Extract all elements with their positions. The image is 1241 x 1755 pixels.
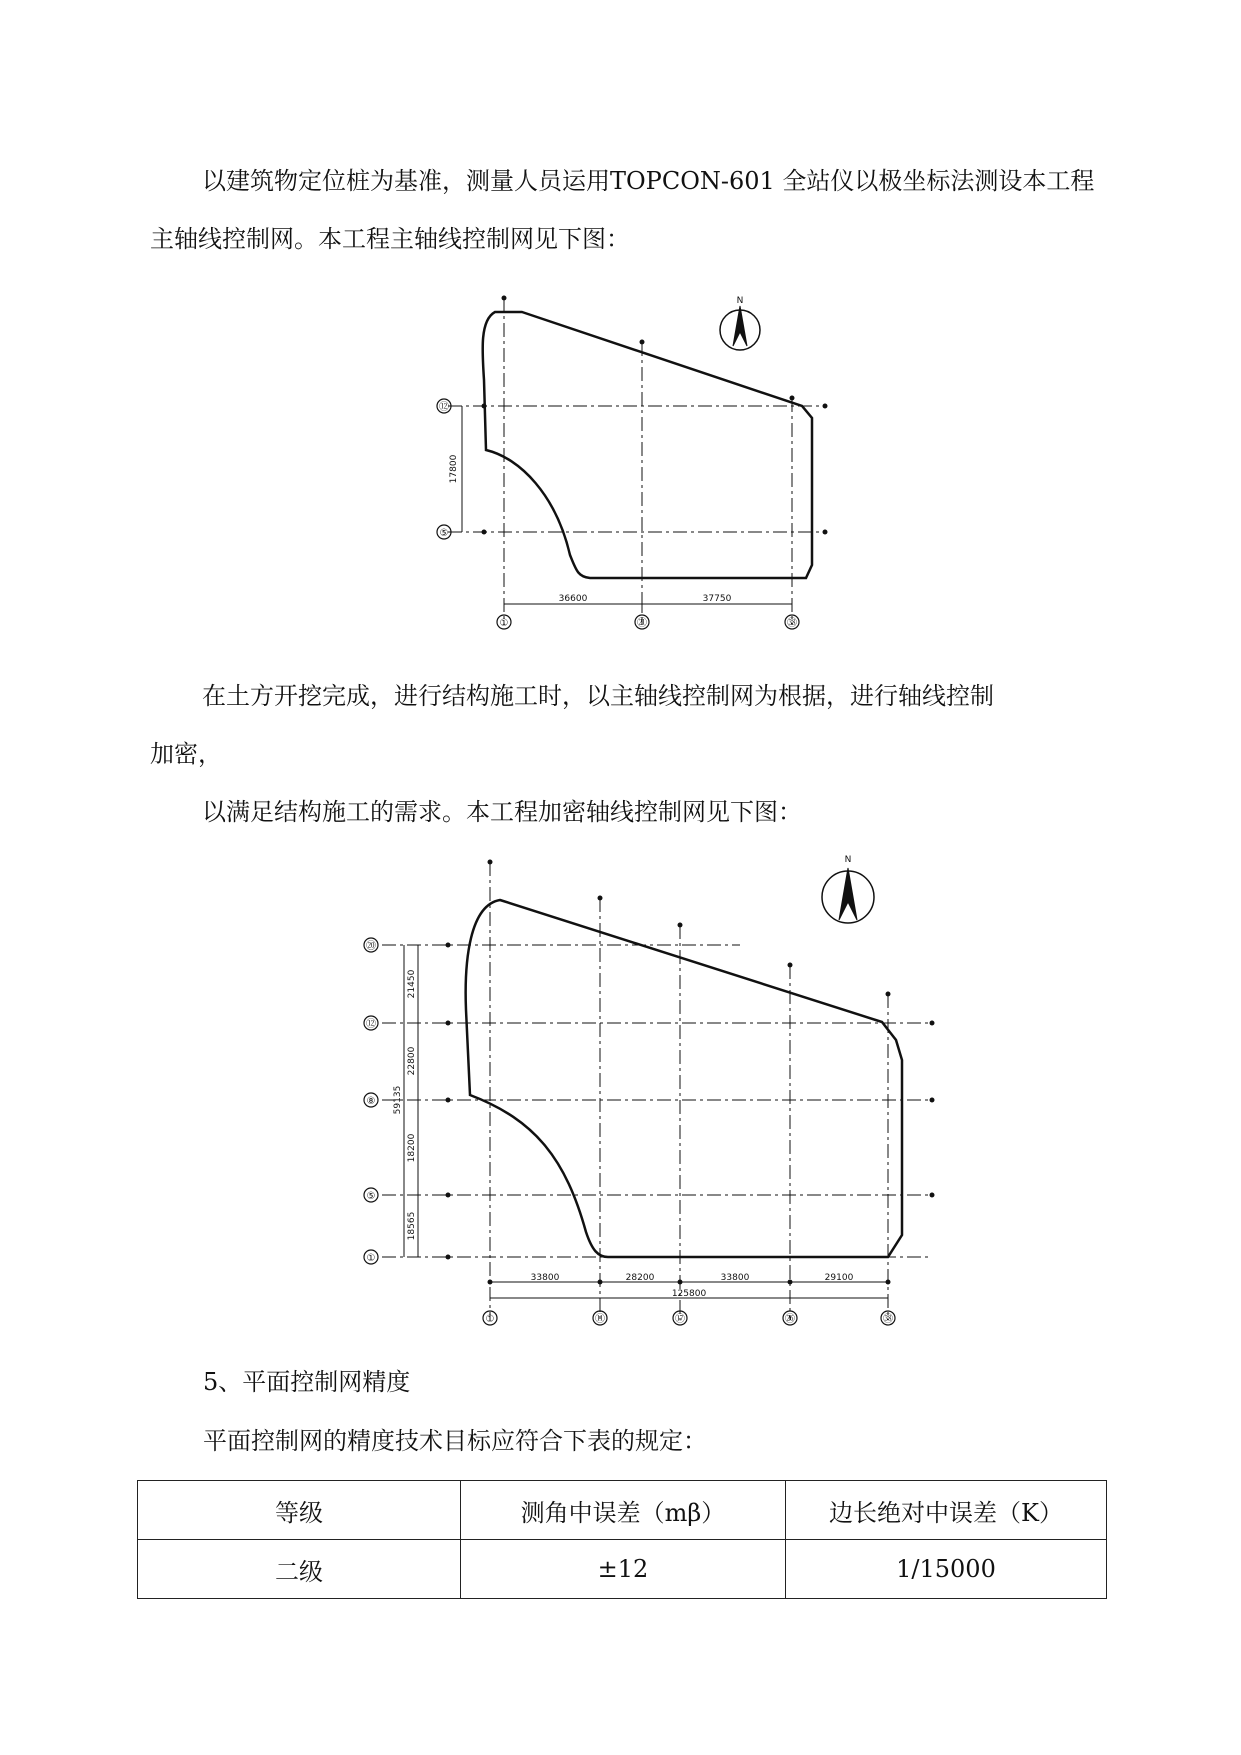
dimension-label: 28200 — [625, 1273, 655, 1283]
axis-label: ⑫ — [439, 402, 449, 413]
dimension-label: 36600 — [558, 594, 588, 604]
table-header: 边长绝对中误差（K） — [786, 1481, 1107, 1540]
table-cell: 1/15000 — [786, 1540, 1107, 1599]
dimension-label: 18200 — [407, 1133, 417, 1163]
densified-axis-control-network-figure — [360, 850, 940, 1340]
axis-label: ㉑ — [637, 618, 647, 629]
intro-paragraph: 以建筑物定位桩为基准，测量人员运用TOPCON-601 全站仪以极坐标法测设本工程主轴线控制网。本工程主轴线控制网见下图： — [150, 167, 1095, 253]
axis-label: ⑧ — [366, 1096, 376, 1107]
main-axis-control-network-figure — [430, 290, 850, 650]
axis-label: ⑫ — [366, 1019, 376, 1030]
table-row — [138, 1540, 1107, 1599]
paragraph-2-line-2: 加密， — [150, 740, 222, 768]
axis-label: ㊳ — [787, 618, 797, 629]
paragraph-2-line-1: 在土方开挖完成，进行结构施工时，以主轴线控制网为根据，进行轴线控制 — [202, 682, 994, 710]
axis-label: ⑪ — [595, 1314, 605, 1325]
dimension-label: 37750 — [702, 594, 732, 604]
dimension-label: 33800 — [720, 1273, 750, 1283]
building-outline — [466, 900, 902, 1257]
dimension-label: 33800 — [530, 1273, 560, 1283]
dimension-label: 29100 — [824, 1273, 854, 1283]
precision-table — [137, 1480, 1107, 1599]
section-intro: 平面控制网的精度技术目标应符合下表的规定： — [203, 1427, 707, 1455]
axis-label: ① — [499, 618, 509, 629]
table-header-row — [138, 1481, 1107, 1540]
table-header: 等级 — [138, 1481, 461, 1540]
axis-label: ⑤ — [439, 528, 449, 539]
table-header: 测角中误差（mβ） — [461, 1481, 786, 1540]
dimension-label: 21450 — [407, 969, 417, 999]
dimension-label: 59135 — [393, 1085, 403, 1115]
table-cell: ±12 — [461, 1540, 786, 1599]
table-cell: 二级 — [138, 1540, 461, 1599]
axis-label: ① — [485, 1314, 495, 1325]
axis-label: ⑤ — [366, 1191, 376, 1202]
dimension-label: 22800 — [407, 1046, 417, 1076]
dimension-label: 125800 — [671, 1289, 707, 1299]
axis-label: ⑰ — [675, 1314, 685, 1325]
axis-label: ㉖ — [785, 1314, 795, 1325]
dimension-label: 17800 — [449, 454, 459, 484]
paragraph-3: 以满足结构施工的需求。本工程加密轴线控制网见下图： — [202, 798, 802, 826]
axis-label: ㊳ — [883, 1314, 893, 1325]
dimension-label: 18565 — [407, 1211, 417, 1241]
axis-label: ⑳ — [366, 941, 376, 952]
north-label: N — [844, 855, 852, 865]
building-outline — [483, 312, 812, 578]
section-heading: 5、平面控制网精度 — [203, 1368, 411, 1396]
north-label: N — [736, 296, 744, 306]
axis-label: ① — [366, 1253, 376, 1264]
